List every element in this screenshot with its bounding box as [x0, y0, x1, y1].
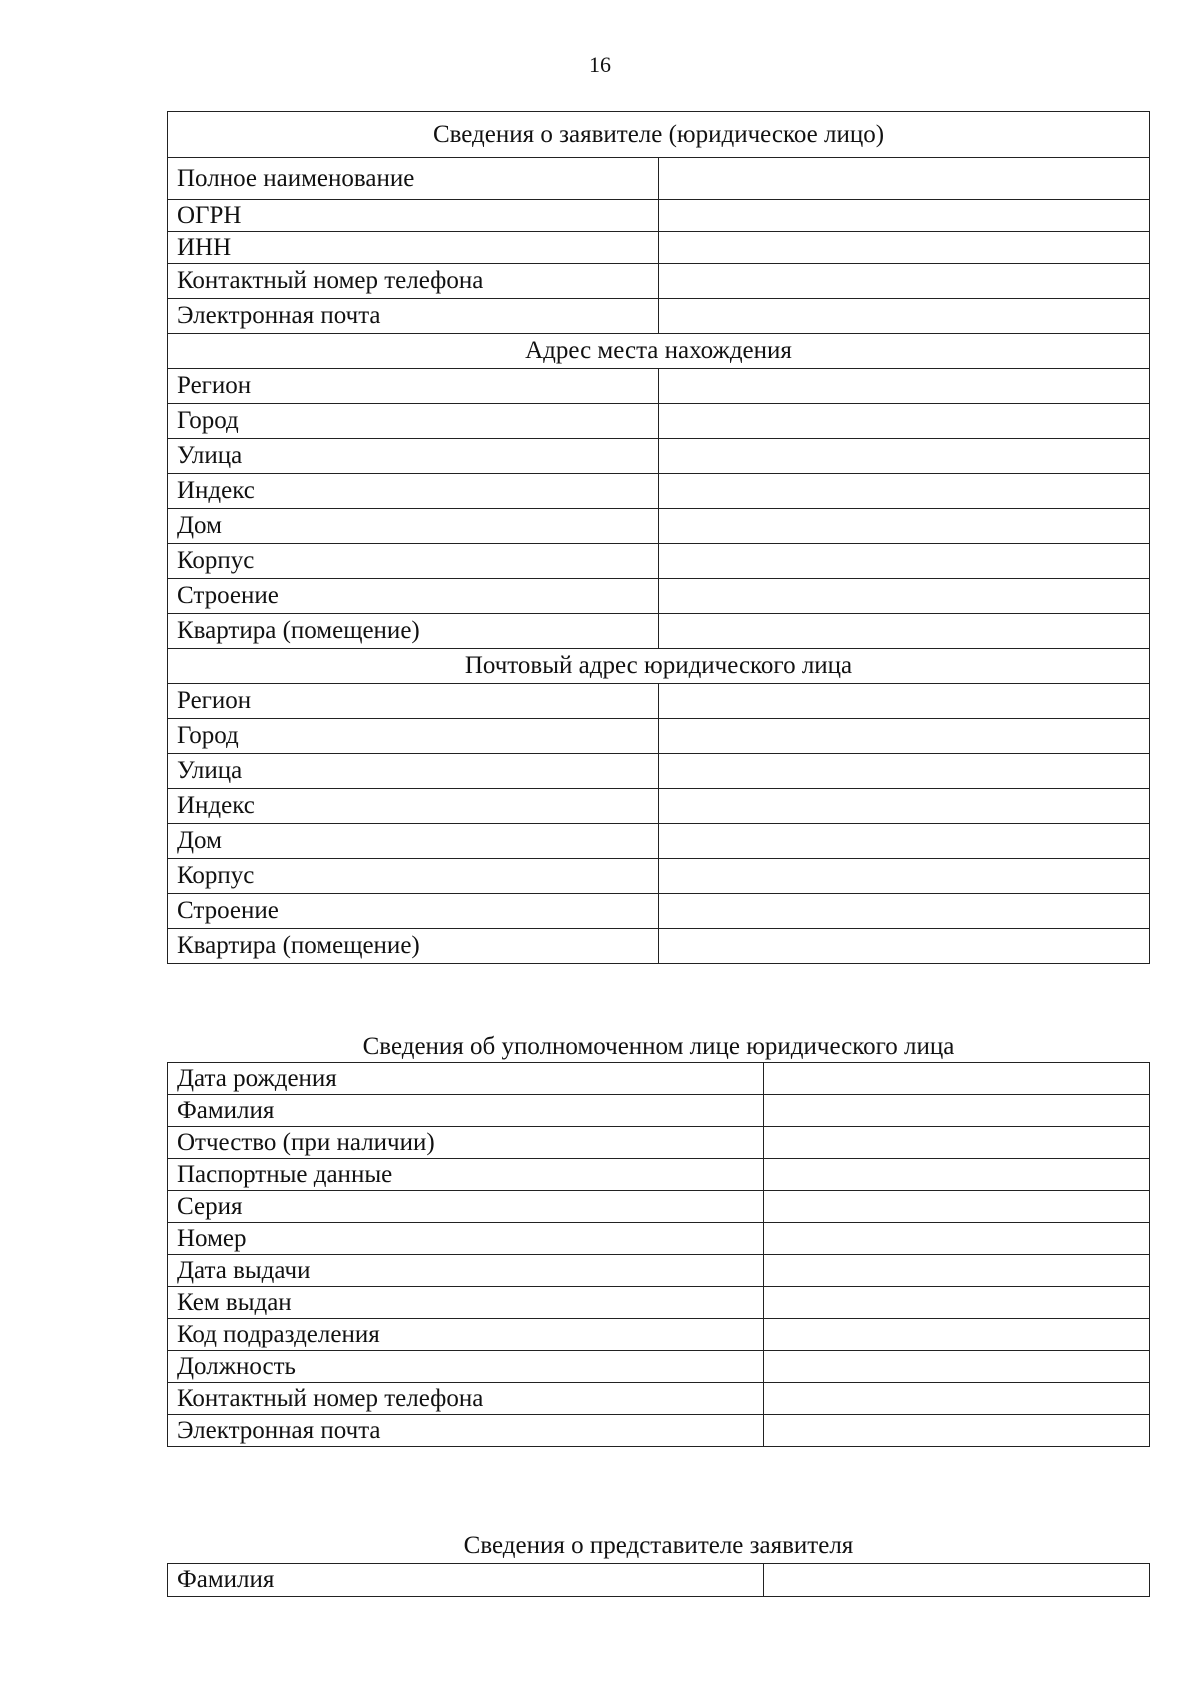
location-value-city[interactable] — [659, 404, 1150, 439]
field-label-phone: Контактный номер телефона — [168, 264, 659, 299]
rep-label-surname: Фамилия — [168, 1564, 764, 1597]
auth-value-email[interactable] — [764, 1415, 1150, 1447]
representative-title: Сведения о представителе заявителя — [463, 1532, 854, 1559]
postal-label-structure: Строение — [168, 894, 659, 929]
auth-label-position: Должность — [168, 1351, 764, 1383]
field-value-full-name[interactable] — [659, 158, 1150, 200]
field-value-phone[interactable] — [659, 264, 1150, 299]
auth-value-surname[interactable] — [764, 1095, 1150, 1127]
auth-value-position[interactable] — [764, 1351, 1150, 1383]
postal-label-apartment: Квартира (помещение) — [168, 929, 659, 964]
auth-value-issue-date[interactable] — [764, 1255, 1150, 1287]
location-label-house: Дом — [168, 509, 659, 544]
auth-label-series: Серия — [168, 1191, 764, 1223]
location-label-region: Регион — [168, 369, 659, 404]
location-value-region[interactable] — [659, 369, 1150, 404]
location-label-index: Индекс — [168, 474, 659, 509]
field-label-ogrn: ОГРН — [168, 200, 659, 232]
location-address-title: Адрес места нахождения — [168, 334, 1150, 369]
rep-value-surname[interactable] — [764, 1564, 1150, 1597]
postal-address-title: Почтовый адрес юридического лица — [168, 649, 1150, 684]
field-value-inn[interactable] — [659, 232, 1150, 264]
auth-value-series[interactable] — [764, 1191, 1150, 1223]
applicant-table — [167, 111, 1150, 964]
postal-label-city: Город — [168, 719, 659, 754]
postal-label-house: Дом — [168, 824, 659, 859]
location-label-building: Корпус — [168, 544, 659, 579]
auth-value-number[interactable] — [764, 1223, 1150, 1255]
auth-label-issue-date: Дата выдачи — [168, 1255, 764, 1287]
representative-table — [167, 1563, 1150, 1597]
postal-value-house[interactable] — [659, 824, 1150, 859]
auth-value-birth-date[interactable] — [764, 1063, 1150, 1095]
auth-label-email: Электронная почта — [168, 1415, 764, 1447]
auth-label-division-code: Код подразделения — [168, 1319, 764, 1351]
location-value-structure[interactable] — [659, 579, 1150, 614]
postal-value-street[interactable] — [659, 754, 1150, 789]
location-label-apartment: Квартира (помещение) — [168, 614, 659, 649]
location-label-city: Город — [168, 404, 659, 439]
authorized-person-title: Сведения об уполномоченном лице юридического лица — [362, 1033, 955, 1060]
postal-value-apartment[interactable] — [659, 929, 1150, 964]
postal-label-building: Корпус — [168, 859, 659, 894]
field-label-full-name: Полное наименование — [168, 158, 659, 200]
location-label-structure: Строение — [168, 579, 659, 614]
location-value-street[interactable] — [659, 439, 1150, 474]
postal-label-index: Индекс — [168, 789, 659, 824]
field-label-inn: ИНН — [168, 232, 659, 264]
auth-value-patronymic[interactable] — [764, 1127, 1150, 1159]
auth-value-passport[interactable] — [764, 1159, 1150, 1191]
field-value-email[interactable] — [659, 299, 1150, 334]
postal-label-region: Регион — [168, 684, 659, 719]
field-value-ogrn[interactable] — [659, 200, 1150, 232]
auth-label-phone: Контактный номер телефона — [168, 1383, 764, 1415]
postal-value-building[interactable] — [659, 859, 1150, 894]
location-label-street: Улица — [168, 439, 659, 474]
location-value-building[interactable] — [659, 544, 1150, 579]
auth-label-surname: Фамилия — [168, 1095, 764, 1127]
auth-value-issued-by[interactable] — [764, 1287, 1150, 1319]
page-number: 16 — [589, 52, 611, 77]
field-label-email: Электронная почта — [168, 299, 659, 334]
auth-value-phone[interactable] — [764, 1383, 1150, 1415]
postal-value-structure[interactable] — [659, 894, 1150, 929]
auth-label-patronymic: Отчество (при наличии) — [168, 1127, 764, 1159]
location-value-apartment[interactable] — [659, 614, 1150, 649]
auth-label-passport: Паспортные данные — [168, 1159, 764, 1191]
auth-label-issued-by: Кем выдан — [168, 1287, 764, 1319]
postal-value-city[interactable] — [659, 719, 1150, 754]
postal-label-street: Улица — [168, 754, 659, 789]
auth-value-division-code[interactable] — [764, 1319, 1150, 1351]
postal-value-region[interactable] — [659, 684, 1150, 719]
location-value-index[interactable] — [659, 474, 1150, 509]
auth-label-number: Номер — [168, 1223, 764, 1255]
applicant-section-title: Сведения о заявителе (юридическое лицо) — [168, 112, 1150, 158]
auth-label-birth-date: Дата рождения — [168, 1063, 764, 1095]
location-value-house[interactable] — [659, 509, 1150, 544]
authorized-person-table — [167, 1062, 1150, 1447]
postal-value-index[interactable] — [659, 789, 1150, 824]
